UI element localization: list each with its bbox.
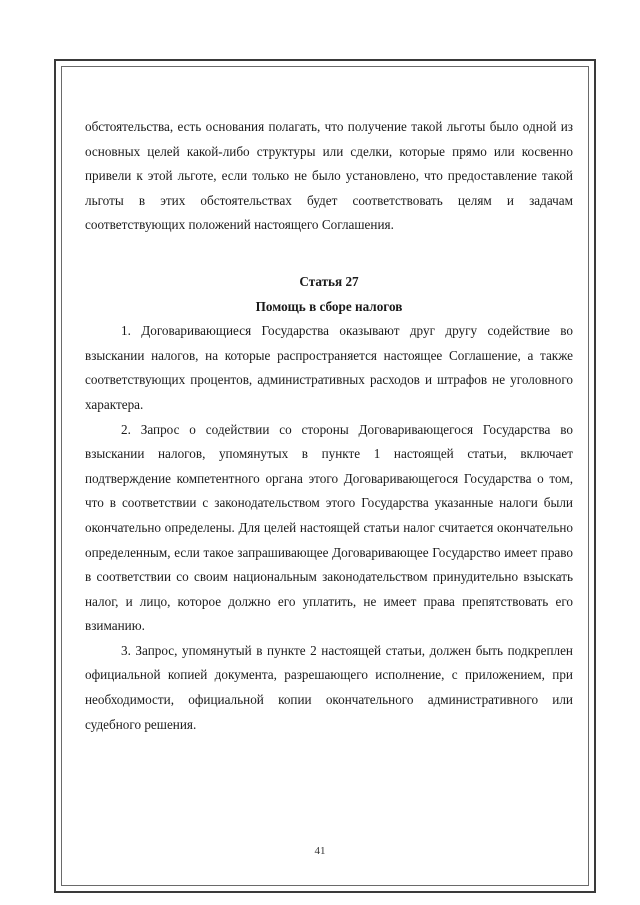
article-title: Помощь в сборе налогов bbox=[255, 298, 403, 314]
paragraph-1: 1. Договаривающиеся Государства оказывают друг другу содействие во взыскании налогов, на которые распространяется настоящее Соглашение, а также соответствующих процентов, административных расходов и штрафов не уголовного характера. bbox=[85, 323, 573, 412]
paragraph-continuation: обстоятельства, есть основания полагать, что получение такой льготы было одной из основных целей какой-либо структуры или сделки, которые прямо или косвенно привели к этой льготе, если только не было установлено, что предоставление такой льготы в этих обстоятельствах будет соответствовать целям и задачам соответствующих положений настоящего Соглашения. bbox=[85, 119, 573, 233]
paragraph-2: 2. Запрос о содействии со стороны Договаривающегося Государства во взыскании налогов, упомянутых в пункте 1 настоящей статьи, включает подтверждение компетентного органа этого Договаривающегося Государства о том, что в соответствии с законодательством этого Государства указанные налоги были окончательно определены. Для целей настоящей статьи налог считается окончательно определенным, если такое запрашивающее Договаривающее Государство имеет право в соответствии со своим национальным законодательством принудительно взыскать налог, и лицо, которое должно его уплатить, не имеет права препятствовать его взиманию. bbox=[85, 421, 573, 634]
page-number: 41 bbox=[314, 845, 326, 857]
document-body bbox=[85, 115, 573, 737]
paragraph-3: 3. Запрос, упомянутый в пункте 2 настоящей статьи, должен быть подкреплен официальной копией документа, разрешающего исполнение, с приложением, при необходимости, официальной копии окончательного административного или судебного решения. bbox=[85, 642, 573, 732]
article-number: Статья 27 bbox=[299, 273, 359, 289]
